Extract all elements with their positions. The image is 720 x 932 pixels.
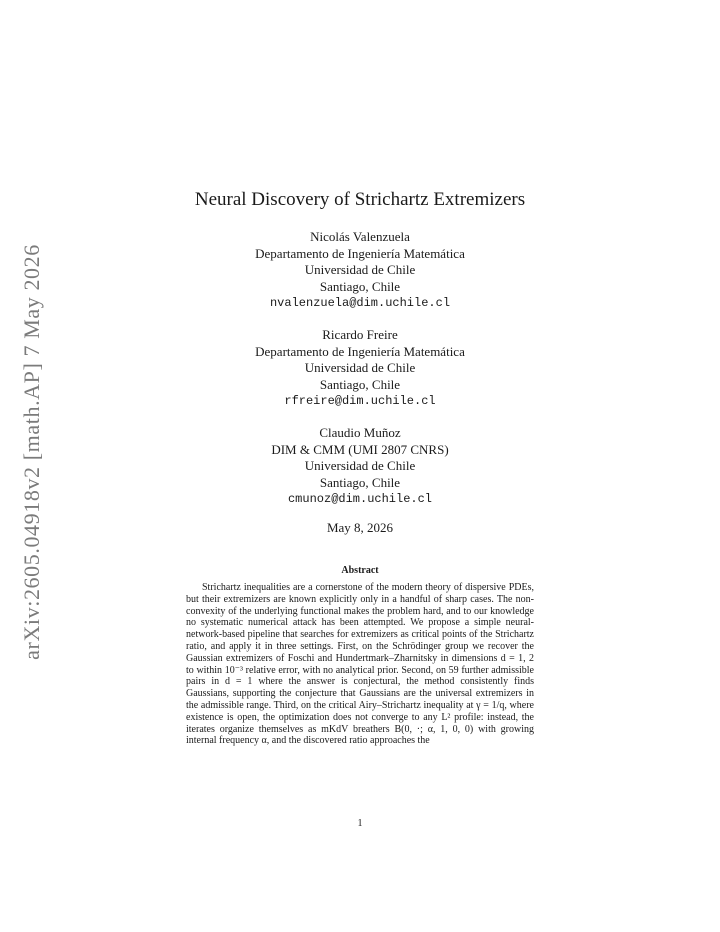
author-affiliation-line: DIM & CMM (UMI 2807 CNRS) xyxy=(271,441,449,457)
author-affiliation-line: Santiago, Chile xyxy=(319,376,401,392)
author-block-1 xyxy=(0,229,720,312)
publication-date: May 8, 2026 xyxy=(326,520,394,535)
author-affiliation-line: Santiago, Chile xyxy=(319,474,401,490)
paper-title: Neural Discovery of Strichartz Extremizers xyxy=(194,189,526,210)
author-name: Claudio Muñoz xyxy=(319,425,401,440)
abstract-heading: Abstract xyxy=(341,565,379,576)
author-affiliation-line: Universidad de Chile xyxy=(304,360,416,375)
author-affiliation-line: Universidad de Chile xyxy=(304,262,416,277)
arxiv-identifier-stamp: arXiv:2605.04918v2 [math.AP] 7 May 2026 xyxy=(19,244,44,660)
author-email[interactable]: cmunoz@dim.uchile.cl xyxy=(287,492,433,506)
page-number: 1 xyxy=(357,818,363,829)
author-name: Nicolás Valenzuela xyxy=(310,229,410,244)
author-affiliation-line: Santiago, Chile xyxy=(319,278,401,294)
author-block-3 xyxy=(0,425,720,508)
author-affiliation-line: Universidad de Chile xyxy=(304,458,416,473)
abstract-text: Strichartz inequalities are a cornerstone of the modern theory of dispersive PDEs, but their extremizers are known explicitly only in a handful of sharp cases. The non-convexity of the underlying functional makes the problem hard, and to our knowledge no systematic numerical attack has been attempted. We propose a simple neural-network-based pipeline that searches for extremizers as critical points of the Strichartz ratio, and apply it in three settings. First, on the Schrödinger group we recover the Gaussian extremizers of Foschi and Hundertmark–Zharnitsky in dimensions d = 1, 2 to within 10⁻³ relative error, with no analytical prior. Second, on 59 further admissible pairs in d = 1 where the answer is conjectural, the method consistently finds Gaussians, supporting the conjecture that Gaussians are the universal extremizers in the admissible range. Third, on the critical Airy–Strichartz inequality at γ = 1/q, where existence is open, the optimization does not converge to any L² profile: instead, the iterates organize themselves as mKdV breathers B(0, ·; α, 1, 0, 0) with growing internal frequency α, and the discovered ratio approaches the xyxy=(186,582,534,747)
author-affiliation-line: Departamento de Ingeniería Matemática xyxy=(255,343,465,359)
author-block-2 xyxy=(0,327,720,410)
author-name: Ricardo Freire xyxy=(322,327,398,342)
author-affiliation-line: Departamento de Ingeniería Matemática xyxy=(255,245,465,261)
author-email[interactable]: nvalenzuela@dim.uchile.cl xyxy=(269,296,451,310)
author-email[interactable]: rfreire@dim.uchile.cl xyxy=(284,394,436,408)
